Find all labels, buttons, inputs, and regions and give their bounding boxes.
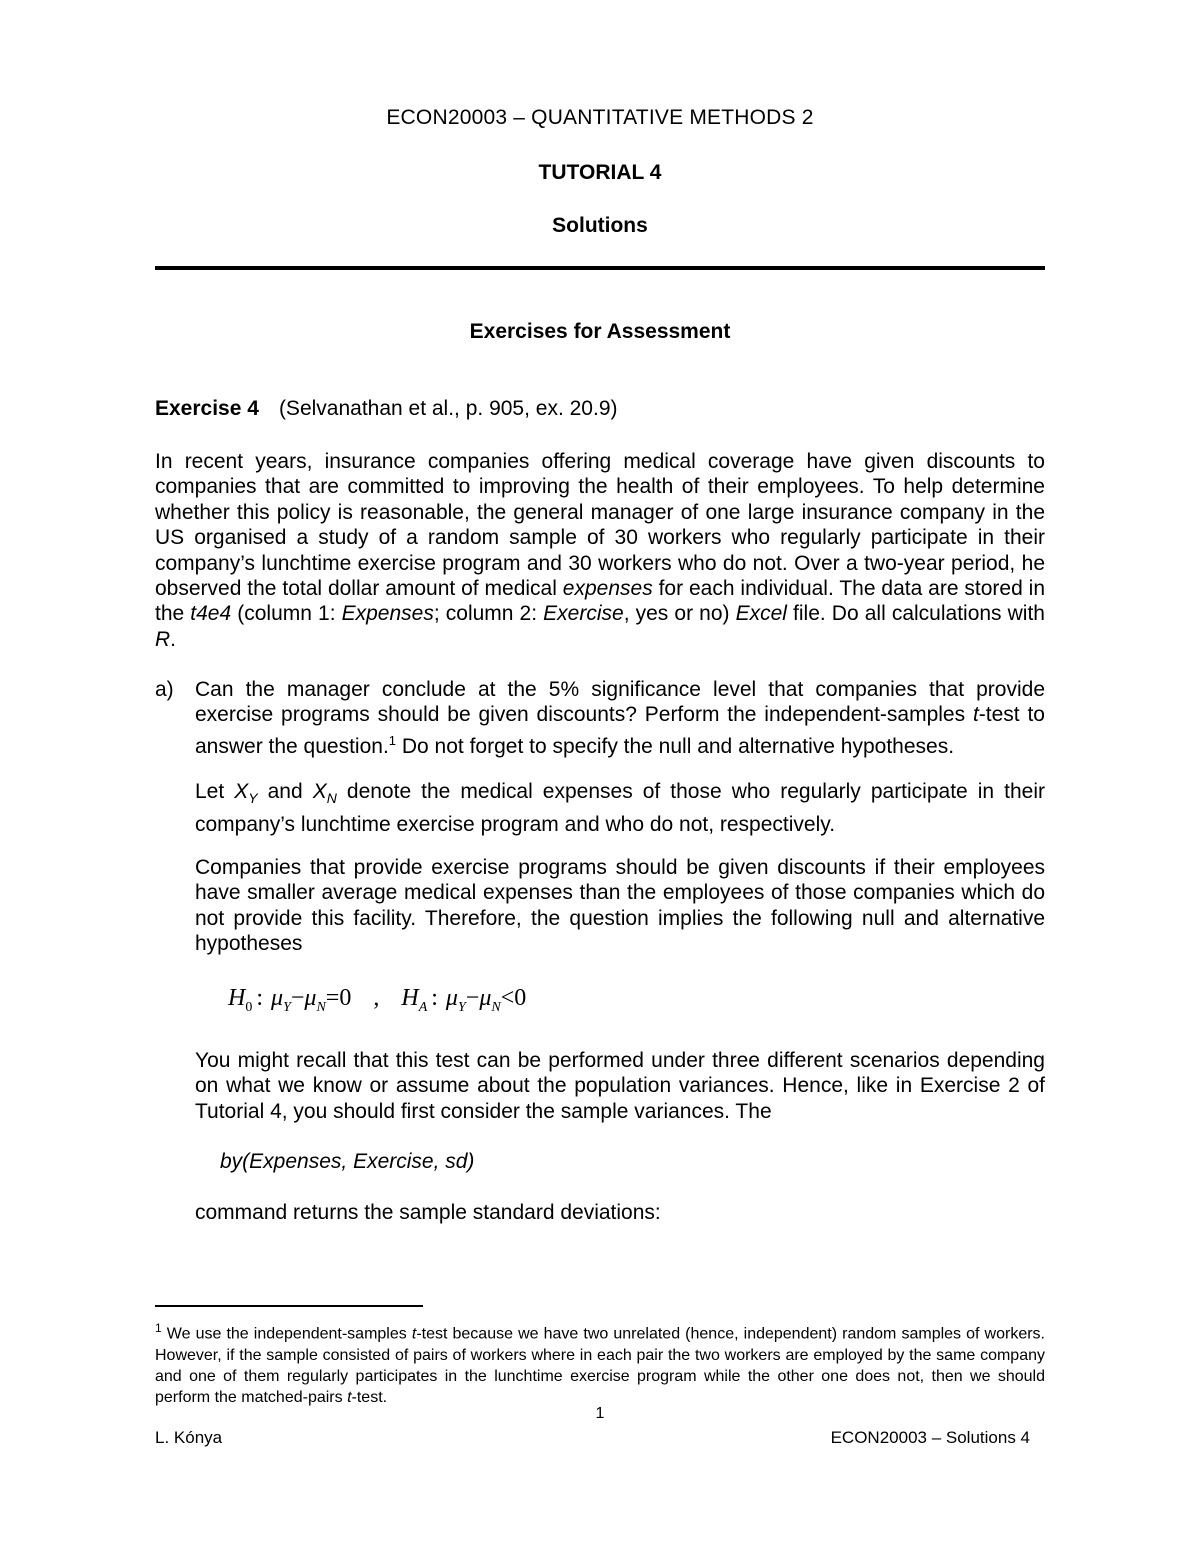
hypothesis-rationale-paragraph: Companies that provide exercise programs should be given discounts if their employees have smaller average medical expenses than the employees of those companies which do not provide this facility. Therefore, the question implies the following null and alternative hypotheses [195, 856, 1045, 956]
part-a-question [195, 677, 1045, 759]
hypotheses-equation [228, 985, 526, 1016]
footnote [155, 1318, 1045, 1408]
variable-x: X [312, 780, 327, 803]
scenarios-paragraph: You might recall that this test can be performed under three different scenarios depending on what we know or assume about the population variances. Hence, like in Exercise 2 of Tutorial 4, you should first consider the sample variances. The [195, 1049, 1045, 1123]
definition-text: and [257, 780, 313, 803]
intro-text: (column 1: [231, 602, 342, 626]
alternative-hypothesis: $H_A$ : $\mu_Y-\mu_N<0$ [401, 985, 527, 1015]
tutorial-title: TUTORIAL 4 [538, 161, 662, 184]
subscript-y: Y [248, 790, 258, 807]
r-command: by(Expenses, Exercise, sd) [220, 1150, 475, 1173]
intro-column2-name: Exercise [543, 602, 624, 626]
footnote-reference-link[interactable]: 1 [388, 732, 397, 748]
exercise-label: Exercise 4 [155, 397, 259, 420]
page-number: 1 [595, 1405, 605, 1422]
question-text: -test to answer the question. [195, 703, 1045, 758]
footnote-marker: 1 [155, 1321, 162, 1335]
intro-text: for each individual. The data are stored in the [155, 577, 1045, 626]
section-title: Exercises for Assessment [469, 320, 731, 343]
question-t-letter: t [972, 703, 979, 727]
null-hypothesis: $H_0$ : $\mu_Y-\mu_N=0$ [228, 985, 352, 1015]
intro-expenses-word: expenses [562, 577, 653, 601]
footnote-divider [155, 1305, 423, 1307]
part-a-marker: a) [155, 678, 174, 701]
intro-text: ; column 2: [433, 602, 544, 626]
exercise-heading [155, 397, 618, 421]
definition-text: denote the medical expenses of those who regularly participate in their company’s lunchtime exercise program and who do not, respectively. [195, 780, 1045, 836]
intro-text: In recent years, insurance companies offering medical coverage have given discounts to companies that are committed to improving the health of their employees. To help determine whether this policy is reasonable, the general manager of one large insurance company in the US organised a study of a random sample of 30 workers who regularly participate in their company’s lunchtime exercise program and 30 workers who do not. Over a two-year period, he observed the total dollar amount of medical [155, 450, 1045, 601]
intro-file-name: t4e4 [190, 602, 232, 626]
definition-text: Let [195, 780, 235, 803]
subscript-n: N [326, 790, 337, 807]
footnote-t-letter: t [411, 1325, 417, 1343]
exercise-reference: (Selvanathan et al., p. 905, ex. 20.9) [278, 397, 618, 420]
question-text: Do not forget to specify the null and alternative hypotheses. [396, 734, 955, 758]
footnote-t-letter: t [347, 1388, 352, 1406]
footer-document-id: ECON20003 – Solutions 4 [830, 1428, 1030, 1447]
hypothesis-separator: , [373, 985, 380, 1011]
solutions-title: Solutions [552, 214, 648, 237]
command-returns-text: command returns the sample standard deviations: [195, 1201, 661, 1224]
header-divider [155, 266, 1045, 270]
footer-author: L. Kónya [155, 1428, 223, 1447]
variable-x: X [234, 780, 249, 803]
intro-excel-word: Excel [735, 602, 787, 626]
exercise-intro-paragraph [155, 449, 1045, 652]
footnote-text: We use the independent-samples [161, 1325, 412, 1343]
question-text: Can the manager conclude at the 5% significance level that companies that provide exercise programs should be given discounts? Perform the independent-samples [195, 678, 1045, 727]
variable-definition-paragraph [195, 779, 1045, 837]
intro-text: . [170, 627, 177, 651]
footnote-text: -test. [351, 1388, 388, 1406]
intro-column1-name: Expenses [341, 602, 434, 626]
footnote-text: -test because we have two unrelated (hence, independent) random samples of workers. However, if the sample consisted of pairs of workers where in each pair the two workers are employed by the same company and one of them regularly participates in the lunchtime exercise program while the other one does not, then we should perform the matched-pairs [155, 1325, 1046, 1406]
course-title: ECON20003 – QUANTITATIVE METHODS 2 [386, 106, 814, 129]
intro-text: file. Do all calculations with [786, 602, 1045, 626]
intro-r-word: R [155, 627, 171, 651]
intro-text: , yes or no) [623, 602, 736, 626]
